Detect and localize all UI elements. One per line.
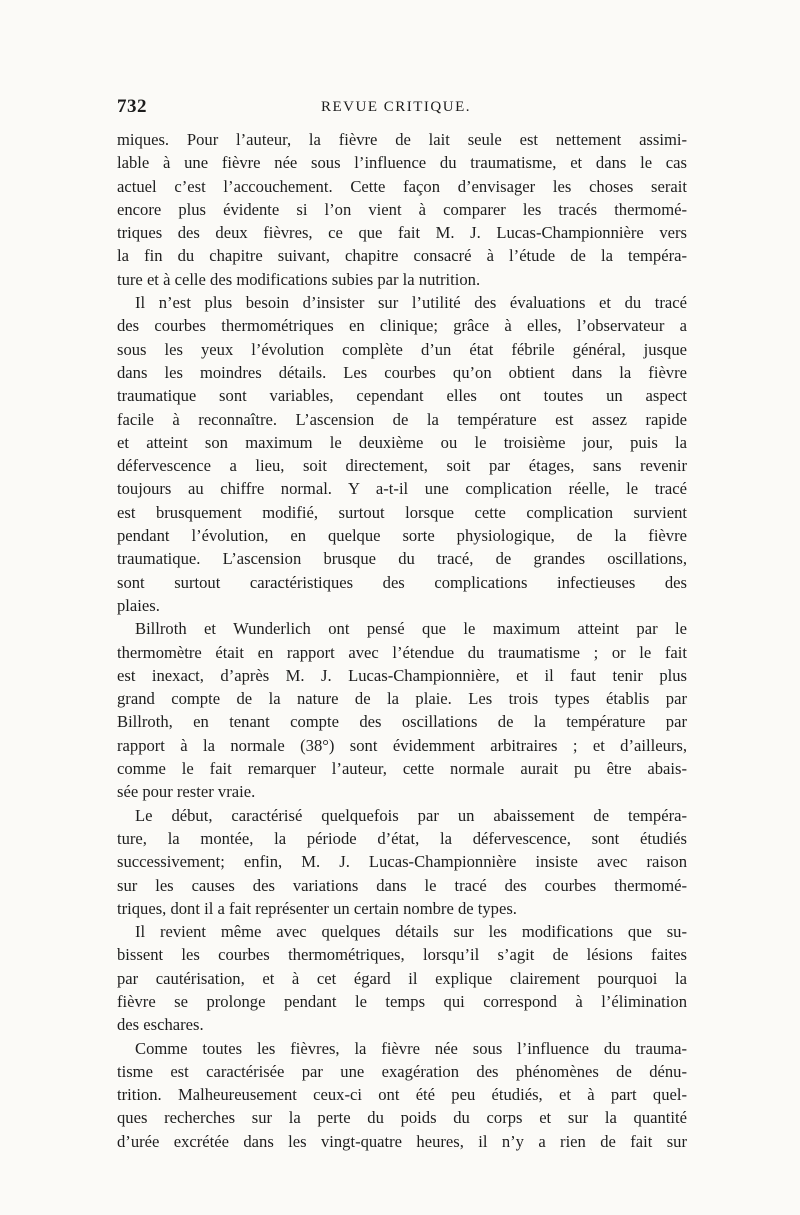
text-line: toujours au chiffre normal. Y a-t-il une complication réelle, le tracé [117,479,687,499]
text-line: sée pour rester vraie. [117,782,256,802]
text-line: traumatique. L’ascension brusque du tracé, de grandes oscillations, [117,549,687,569]
text-line: triques, dont il a fait représenter un certain nombre de types. [117,898,517,918]
text-line: des courbes thermométriques en clinique; grâce à elles, l’observateur a [117,316,687,336]
text-line: ture et à celle des modifications subies par la nutrition. [117,269,481,289]
text-line: Il revient même avec quelques détails sur les modifications que su- [135,922,687,942]
page-header [117,96,687,122]
text-line: grand compte de la nature de la plaie. Les trois types établis par [117,689,687,709]
text-line: pendant l’évolution, en quelque sorte physiologique, de la fièvre [117,526,687,546]
text-line: est inexact, d’après M. J. Lucas-Championnière, et il faut tenir plus [117,665,687,685]
text-line: successivement; enfin, M. J. Lucas-Championnière insiste avec raison [117,852,687,872]
text-line: Le début, caractérisé quelquefois par un abaissement de tempéra- [135,805,687,825]
text-line: Il n’est plus besoin d’insister sur l’utilité des évaluations et du tracé [135,293,687,313]
text-line: Billroth et Wunderlich ont pensé que le maximum atteint par le [135,619,687,639]
text-line: sont surtout caractéristiques des complications infectieuses des [117,572,687,592]
text-line: Billroth, en tenant compte des oscillations de la température par [117,712,687,732]
text-line: comme le fait remarquer l’auteur, cette normale aurait pu être abais- [117,759,687,779]
running-title: REVUE CRITIQUE. [321,99,471,115]
text-line: miques. Pour l’auteur, la fièvre de lait seule est nettement assimi- [117,130,687,149]
text-line: lable à une fièvre née sous l’influence du traumatisme, et dans le cas [117,153,687,173]
text-line: par cautérisation, et à cet égard il explique clairement pourquoi la [117,968,687,988]
text-line: trition. Malheureusement ceux-ci ont été peu étudiés, et à part quel- [117,1085,687,1105]
text-line: triques des deux fièvres, ce que fait M. J. Lucas-Championnière vers [117,223,687,243]
text-line: ques recherches sur la perte du poids du corps et sur la quantité [117,1108,687,1128]
text-line: et atteint son maximum le deuxième ou le troisième jour, puis la [117,432,687,452]
text-line: d’urée excrétée dans les vingt-quatre heures, il n’y a rien de fait sur [117,1131,687,1151]
text-line: facile à reconnaître. L’ascension de la température est assez rapide [117,409,687,429]
text-line: traumatique sont variables, cependant elles ont toutes un aspect [117,386,687,406]
text-line: fièvre se prolonge pendant le temps qui correspond à l’élimination [117,991,687,1011]
text-line: bissent les courbes thermométriques, lorsqu’il s’agit de lésions faites [117,945,687,965]
text-line: des eschares. [117,1015,204,1035]
text-line: tisme est caractérisée par une exagération des phénomènes de dénu- [117,1061,687,1081]
text-line: est brusquement modifié, surtout lorsque cette complication survient [117,502,687,522]
text-line: sous les yeux l’évolution complète d’un état fébrile général, jusque [117,339,687,359]
text-line: actuel c’est l’accouchement. Cette façon d’envisager les choses serait [117,176,687,196]
body-text [117,128,687,1153]
text-line: Comme toutes les fièvres, la fièvre née sous l’influence du trauma- [135,1038,687,1058]
text-line: plaies. [117,595,160,615]
text-line: sur les causes des variations dans le tracé des courbes thermomé- [117,875,687,895]
text-line: dans les moindres détails. Les courbes qu’on obtient dans la fièvre [117,362,687,382]
text-line: encore plus évidente si l’on vient à comparer les tracés thermomé- [117,199,687,219]
text-line: la fin du chapitre suivant, chapitre consacré à l’étude de la tempéra- [117,246,687,266]
text-line: défervescence a lieu, soit directement, soit par étages, sans revenir [117,456,687,476]
text-line: rapport à la normale (38°) sont évidemment arbitraires ; et d’ailleurs, [117,735,687,755]
text-line: thermomètre était en rapport avec l’étendue du traumatisme ; or le fait [117,642,687,662]
text-line: ture, la montée, la période d’état, la défervescence, sont étudiés [117,828,687,848]
page-number: 732 [117,96,147,117]
